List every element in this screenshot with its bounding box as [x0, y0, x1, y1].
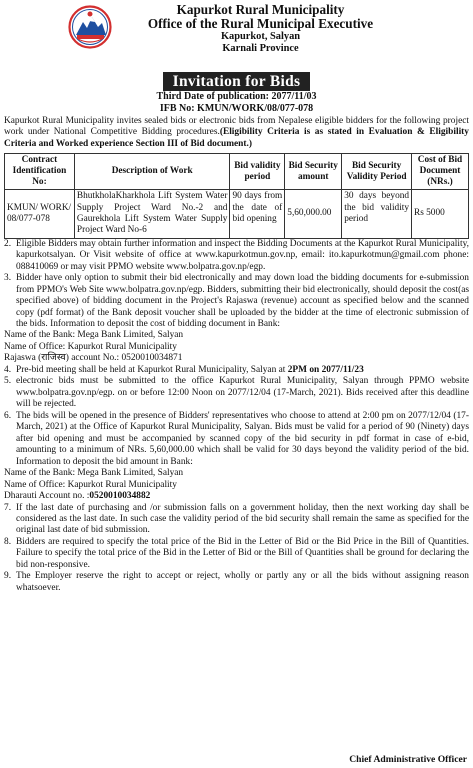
item-number: 5.	[4, 376, 12, 387]
prebid-text: Pre-bid meeting shall be held at Kapurkot Rural Municipality, Salyan at	[16, 364, 288, 375]
ifb-number: IFB No: KMUN/WORK/08/077-078	[159, 102, 314, 114]
cell-document-cost: Rs 5000	[412, 190, 469, 238]
item-number: 6.	[4, 410, 12, 421]
eligibility-note: (Eligibility Criteria is as stated in Evaluation & Eligibility Criteria and Worked experience Section III of Bid document.)	[4, 127, 469, 149]
bank-name: Name of the Bank: Mega Bank Limited, Salyan	[4, 468, 184, 479]
item-text: Bidders are required to specify the total price of the Bid in the Letter of Bid or the Bid Price in the Bill of Quantities. Failure to specify the total price of the Bid in the Letter of Bid or the Bill of Quantities shall be ground for declaring the bid non-responsive.	[16, 536, 469, 570]
signature-title: Chief Administrative Officer	[349, 754, 467, 766]
dharauti-account	[4, 491, 469, 502]
item-text: Bidder have only option to submit their bid electronically and may down load the bidding documents for e-submission from PPMO's Web Site www.bolpatra.gov.np/egp. Bidders, submitting their bid electronically, should deposit the cost(as specified above) of bidding document in the Project's Rajaswa (revenue) account as specified below and the scanned copy (pdf format) of the Bank deposit voucher shall be uploaded by the bidder at the time of electronic submission of the bids. Information to deposit the cost of bidding document in Bank:	[16, 273, 469, 329]
table-header-row	[5, 154, 469, 190]
item-number: 9.	[4, 571, 12, 582]
bank-name: Name of the Bank: Mega Bank Limited, Salyan	[4, 330, 184, 341]
list-item	[4, 411, 469, 468]
table-row	[5, 190, 469, 238]
item-number: 2.	[4, 238, 12, 249]
item-number: 7.	[4, 502, 12, 513]
intro-paragraph	[4, 116, 469, 150]
dharauti-label: Dharauti Account no. :	[4, 491, 90, 502]
col-description: Description of Work	[74, 154, 230, 190]
notice-title-banner: Invitation for Bids	[163, 72, 311, 91]
col-contract-id: Contract Identification No:	[5, 154, 75, 190]
list-item	[4, 503, 469, 537]
list-item	[4, 537, 469, 571]
list-item	[4, 239, 469, 273]
list-item	[4, 571, 469, 594]
rajaswa-account: Rajaswa (राजिस्व) account No.: 0520010034871	[4, 353, 183, 364]
col-bid-security: Bid Security amount	[285, 154, 342, 190]
list-item	[4, 273, 469, 330]
office-location: Kapurkot, Salyan	[220, 31, 301, 42]
item-text: Eligible Bidders may obtain further information and inspect the Bidding Documents at the Kapurkot Rural Municipality, kapurkotsalyan. Or Visit website of office at www.kapurkotmun.gov.np, email: ito.kapurkotmun@gmail.com phone: 088410069 or may visit PPMO website www.bolpatra.gov.np/egp.	[16, 238, 469, 272]
intro-text: Kapurkot Rural Municipality invites sealed bids or electronic bids from Nepalese eligible bidders for the following project work under National Competitive Bidding procedures.	[4, 116, 469, 138]
prebid-time: 2PM on 2077/11/23	[287, 364, 364, 375]
dharauti-number: 0520010034882	[89, 491, 151, 502]
item-text: The Employer reserve the right to accept or reject, wholly or partly any or all the bids without assigning reason whatsoever.	[16, 571, 469, 593]
item-number: 4.	[4, 364, 12, 375]
col-security-validity: Bid Security Validity Period	[342, 154, 412, 190]
office-name-line: Name of Office: Kapurkot Rural Municipality	[4, 479, 177, 490]
office-name: Office of the Rural Municipal Executive	[147, 16, 374, 31]
item-text: If the last date of purchasing and /or submission falls on a government holiday, then the next working day shall be considered as the last date. In such case the validity period of the bid security shall remain the same as specified for the original last date of bid submission.	[16, 502, 469, 536]
item-text: The bids will be opened in the presence of Bidders' representatives who choose to attend at 2:00 pm on 2077/12/04 (17-March, 2021) at the Office of Kapurkot Rural Municipality, Salyan. Bids must be valid for a period of 90 (Ninety) days after bid opening and must be accompanied by scanned copy of the bid security in pdf format in case of e-bid, amounting to a minimum of NRs. 5,60,000.00 which shall be valid for 30 days beyond the validity period of the bid. Information to deposit the bid amount in Bank:	[16, 410, 469, 467]
item-text: electronic bids must be submitted to the office Kapurkot Rural Municipality, Salyan through PPMO website www.bolpatra.gov.np/egp. on or before 12:00 Noon on 2077/12/04 (17-March, 2021). Bids received after this deadline will be rejected.	[16, 376, 469, 410]
cell-bid-security: 5,60,000.00	[285, 190, 342, 238]
col-bid-validity: Bid validity period	[230, 154, 285, 190]
item-number: 3.	[4, 273, 12, 284]
cell-contract-id: KMUN/ WORK/ 08/077-078	[5, 190, 75, 238]
province-name: Karnali Province	[222, 43, 299, 54]
nepal-emblem-icon	[68, 5, 112, 49]
org-name: Kapurkot Rural Municipality	[176, 2, 345, 17]
item-number: 8.	[4, 536, 12, 547]
col-document-cost: Cost of Bid Document (NRs.)	[412, 154, 469, 190]
list-item	[4, 365, 469, 376]
item-text	[16, 365, 469, 376]
office-name-line: Name of Office: Kapurkot Rural Municipality	[4, 341, 177, 352]
contract-table	[4, 153, 469, 238]
cell-security-validity: 30 days beyond the bid validity period	[342, 190, 412, 238]
notice-header	[4, 3, 469, 67]
cell-description: BhutkholaKharkhola Lift System Water Supply Project Ward No.-2 and Gaurekhola Lift System Water Supply Project Ward No-6	[74, 190, 230, 238]
cell-bid-validity: 90 days from the date of bid opening	[230, 190, 285, 238]
publication-date: Third Date of publication: 2077/11/03	[156, 91, 317, 102]
list-item	[4, 376, 469, 410]
